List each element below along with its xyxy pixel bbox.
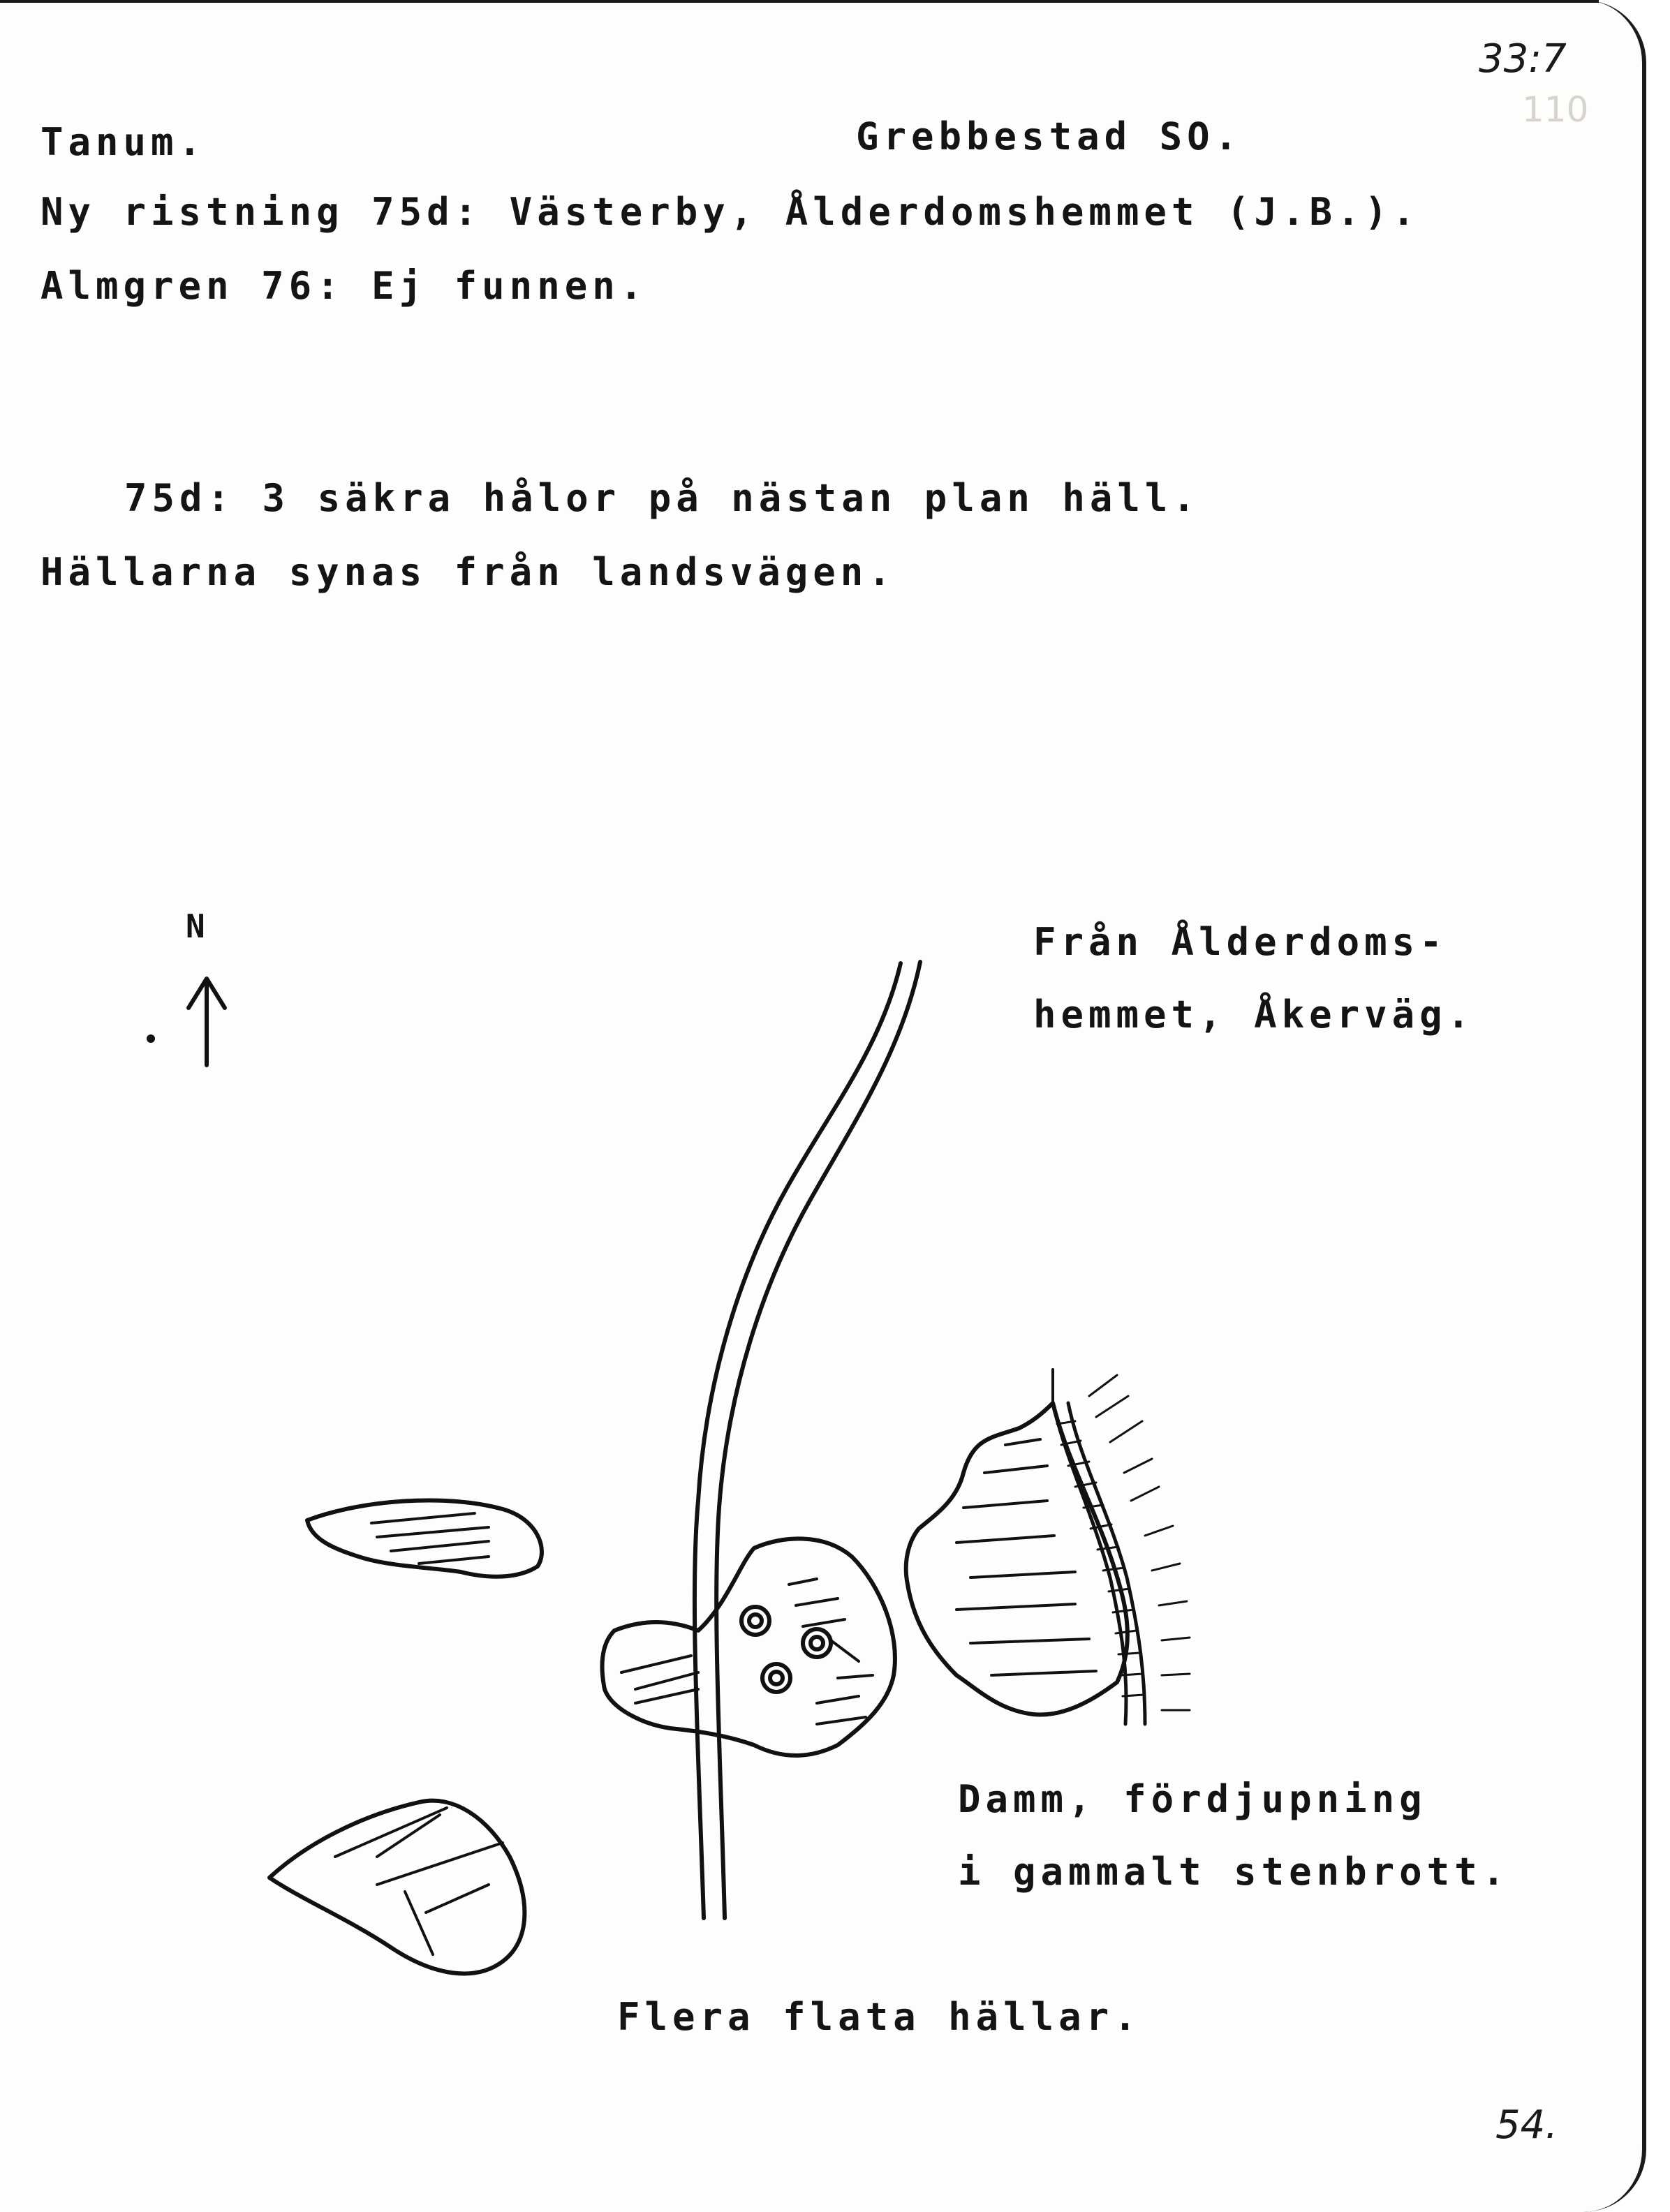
rocks-label: Flera flata hällar. xyxy=(617,1995,1141,2039)
almgren-line: Almgren 76: Ej funnen. xyxy=(40,264,648,308)
flat-rock-right xyxy=(906,1375,1190,1724)
description-line-2: Hällarna synas från landsvägen. xyxy=(40,550,896,594)
pond-label-line-2: i gammalt stenbrott. xyxy=(958,1850,1510,1894)
pencil-number: 110 xyxy=(1522,89,1589,130)
page-number: 54. xyxy=(1495,2102,1558,2148)
flat-rock-left xyxy=(307,1500,542,1576)
cup-marks xyxy=(741,1607,831,1692)
description-line-1: 75d: 3 säkra hålor på nästan plan häll. xyxy=(124,476,1200,520)
road-lines xyxy=(695,962,920,1918)
pond-label-line-1: Damm, fördjupning xyxy=(958,1777,1427,1821)
dot-mark xyxy=(147,1034,155,1043)
catalog-number: 33:7 xyxy=(1479,36,1567,82)
north-arrow-icon xyxy=(189,979,225,1065)
flat-rock-bottom xyxy=(269,1801,524,1974)
north-label: N xyxy=(186,907,205,945)
new-carving-line: Ny ristning 75d: Västerby, Ålderdomshemmet (J.B.). xyxy=(40,190,1420,234)
map-sheet: Grebbestad SO. xyxy=(856,114,1243,158)
cup-mark-rock xyxy=(603,1538,895,1756)
road-label-line-1: Från Ålderdoms- xyxy=(1033,920,1447,964)
parish-name: Tanum. xyxy=(40,120,207,164)
road-label-line-2: hemmet, Åkerväg. xyxy=(1033,993,1475,1037)
